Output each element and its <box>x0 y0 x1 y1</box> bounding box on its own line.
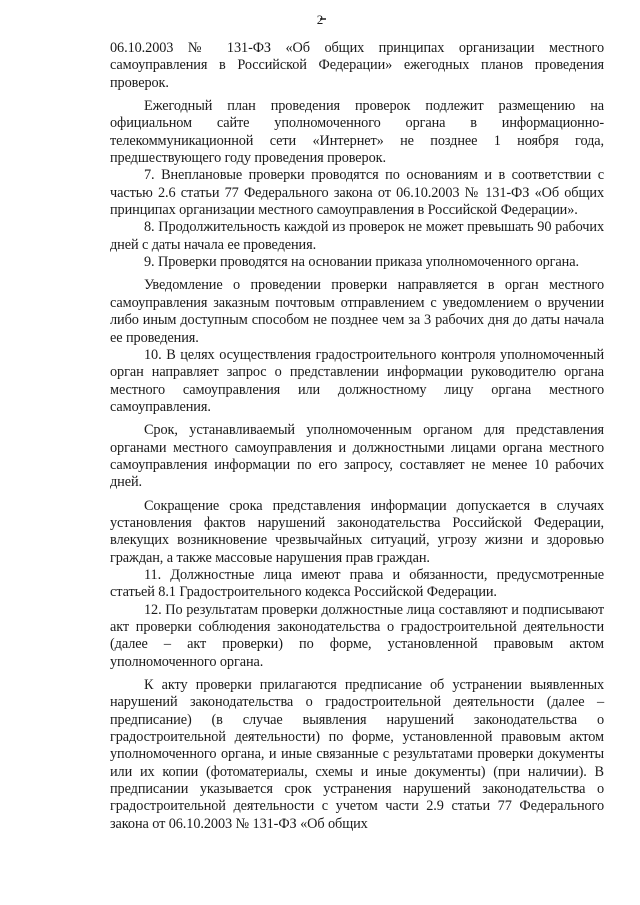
paragraph-item-10: 10. В целях осуществления градостроительного контроля уполномоченный орган направляет запрос о представлении информации руководителю органа местного самоуправления или должностному лицу органа местного самоуправления. <box>110 346 604 415</box>
paragraph-item-11: 11. Должностные лица имеют права и обязанности, предусмотренные статьей 8.1 Градостроительного кодекса Российской Федерации. <box>110 566 604 601</box>
paragraph-item-12: 12. По результатам проверки должностные лица составляют и подписывают акт проверки соблюдения законодательства о градостроительной деятельности (далее – акт проверки) по форме, установленной правовым актом уполномоченного органа. <box>110 601 604 670</box>
paragraph-notification: Уведомление о проведении проверки направляется в орган местного самоуправления заказным почтовым отправлением с уведомлением о вручении либо иным доступным способом не позднее чем за 3 рабочих дня до даты начала ее проведения. <box>110 277 604 346</box>
paragraph-act-attachments: К акту проверки прилагаются предписание об устранении выявленных нарушений законодательства о градостроительной деятельности (далее – предписание) (в случае выявления нарушений законодательства о градостроительной деятельности) по форме, установленной правовым актом уполномоченного органа, и иные связанные с результатами проверки документы или их копии (фотоматериалы, схемы и иные документы) (при наличии). В предписании указывается срок устранения нарушений законодательства о градостроительной деятельности с учетом части 2.9 статьи 77 Федерального закона от 06.10.2003 № 131-ФЗ «Об общих <box>110 677 604 832</box>
paragraph-item-8: 8. Продолжительность каждой из проверок не может превышать 90 рабочих дней с даты начала ее проведения. <box>110 219 604 253</box>
paragraph-deadline: Срок, устанавливаемый уполномоченным органом для представления органами местного самоуправления и должностными лицами органа местного самоуправления информации по его запросу, составляет не менее 10 рабочих дней. <box>110 422 604 491</box>
paragraph-item-9: 9. Проверки проводятся на основании приказа уполномоченного органа. <box>144 254 579 271</box>
document-body <box>110 40 604 833</box>
paragraph-continuation: 06.10.2003 № 131-ФЗ «Об общих принципах организации местного самоуправления в Российской Федерации» ежегодных планов проведения проверок. <box>110 40 604 91</box>
paragraph-deadline-reduction: Сокращение срока представления информации допускается в случаях установления фактов нарушений законодательства Российской Федерации, влекущих возникновение чрезвычайных ситуаций, угрозу жизни и здоровью граждан, а также массовые нарушения прав граждан. <box>110 497 604 566</box>
page-number: 2 <box>316 12 324 27</box>
paragraph-annual-plan-publication: Ежегодный план проведения проверок подлежит размещению на официальном сайте уполномоченного органа в информационно-телекоммуникационной сети «Интернет» не позднее 1 ноября года, предшествующего году проведения проверок. <box>110 98 604 167</box>
paragraph-item-7: 7. Внеплановые проверки проводятся по основаниям и в соответствии с частью 2.6 статьи 77 Федерального закона от 06.10.2003 № 131-ФЗ «Об общих принципах организации местного самоуправления в Российской Федерации». <box>110 167 604 219</box>
